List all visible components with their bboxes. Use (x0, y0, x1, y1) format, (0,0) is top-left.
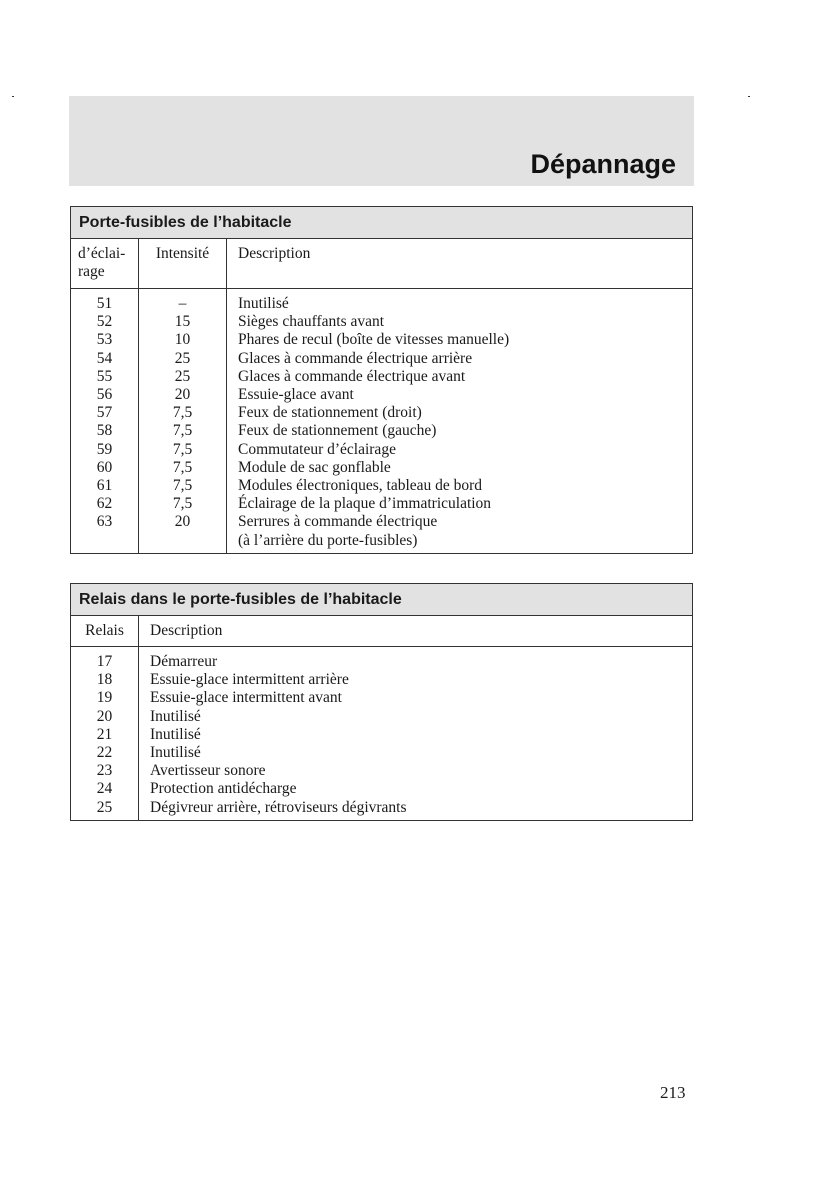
relay-number: 17 (96, 653, 113, 670)
relay-number: 20 (96, 707, 113, 725)
fuse-amps: 25 (174, 349, 191, 367)
fuse-description: Éclairage de la plaque d’immatriculation (238, 495, 492, 513)
fuse-table (70, 206, 693, 554)
fuse-amps: 20 (174, 386, 191, 404)
fuse-table-caption: Porte-fusibles de l’habitacle (71, 207, 693, 239)
relay-description: Inutilisé (150, 707, 201, 725)
relay-number: 22 (96, 744, 113, 762)
fuse-number-column (71, 289, 139, 554)
fuse-number: 56 (96, 386, 113, 404)
fuse-amps: 25 (174, 367, 191, 385)
fuse-number: 59 (96, 440, 113, 458)
crop-mark-left (12, 96, 14, 97)
fuse-amps: 20 (174, 513, 191, 531)
relay-description: Dégivreur arrière, rétroviseurs dégivrants (150, 798, 407, 816)
fuse-number: 54 (96, 349, 113, 367)
fuse-amps-column (139, 289, 227, 554)
fuse-amps: 7,5 (172, 422, 193, 440)
relay-description: Démarreur (150, 653, 218, 670)
column-header-fuse: d’éclai- rage (71, 239, 139, 289)
fuse-description: Commutateur d’éclairage (238, 440, 396, 458)
fuse-description: Glaces à commande électrique avant (238, 367, 466, 385)
fuse-description: Modules électroniques, tableau de bord (238, 477, 483, 495)
fuse-description: Feux de stationnement (gauche) (238, 422, 437, 440)
fuse-number: 58 (96, 422, 113, 440)
relay-description: Inutilisé (150, 725, 201, 743)
fuse-number: 57 (96, 404, 113, 422)
fuse-description: (à l’arrière du porte-fusibles) (238, 531, 418, 549)
fuse-amps: 15 (174, 313, 191, 331)
relay-number: 18 (96, 671, 113, 689)
fuse-number: 55 (96, 367, 113, 385)
relay-description: Avertisseur sonore (150, 762, 266, 780)
relay-description: Protection antidécharge (150, 780, 297, 798)
relay-description: Essuie-glace intermittent avant (150, 689, 342, 707)
fuse-description: Essuie-glace avant (238, 386, 354, 404)
fuse-number: 62 (96, 495, 113, 513)
column-header-amps: Intensité (139, 239, 227, 289)
fuse-amps: 7,5 (172, 458, 193, 476)
relay-description-column (139, 647, 693, 821)
fuse-description: Sièges chauffants avant (238, 313, 385, 331)
fuse-number: 53 (96, 331, 113, 349)
page-title: Dépannage (530, 149, 676, 179)
column-header-description: Description (227, 239, 693, 289)
relay-number: 25 (96, 798, 113, 816)
fuse-amps: 7,5 (172, 440, 193, 458)
relay-number: 23 (96, 762, 113, 780)
relay-number: 24 (96, 780, 113, 798)
relay-description: Inutilisé (150, 744, 201, 762)
fuse-amps: – (178, 295, 187, 312)
fuse-description: Module de sac gonflable (238, 458, 391, 476)
fuse-amps: 10 (174, 331, 191, 349)
fuse-description: Phares de recul (boîte de vitesses manuelle) (238, 331, 510, 349)
relay-table (70, 583, 693, 821)
fuse-description: Serrures à commande électrique (238, 513, 438, 531)
column-header-relay-description: Description (139, 616, 693, 647)
fuse-amps: 7,5 (172, 404, 193, 422)
fuse-description: Glaces à commande électrique arrière (238, 349, 473, 367)
fuse-amps (139, 532, 226, 550)
fuse-number: 63 (96, 513, 113, 531)
page-number: 213 (660, 1083, 686, 1102)
fuse-number: 61 (96, 477, 113, 495)
fuse-description: Feux de stationnement (droit) (238, 404, 422, 422)
fuse-number: 52 (96, 313, 113, 331)
column-header-relay: Relais (71, 616, 139, 647)
section-header (69, 96, 694, 186)
relay-description: Essuie-glace intermittent arrière (150, 671, 349, 689)
fuse-amps: 7,5 (172, 495, 193, 513)
fuse-number: 60 (96, 458, 113, 476)
relay-number: 19 (96, 689, 113, 707)
crop-mark-right (748, 96, 750, 97)
relay-number: 21 (96, 725, 113, 743)
relay-number-column (71, 647, 139, 821)
fuse-number: 51 (96, 295, 113, 312)
relay-table-caption: Relais dans le porte-fusibles de l’habitacle (71, 584, 693, 616)
fuse-amps: 7,5 (172, 477, 193, 495)
fuse-number (71, 532, 138, 550)
fuse-description-column (227, 289, 693, 554)
fuse-description: Inutilisé (238, 295, 289, 312)
